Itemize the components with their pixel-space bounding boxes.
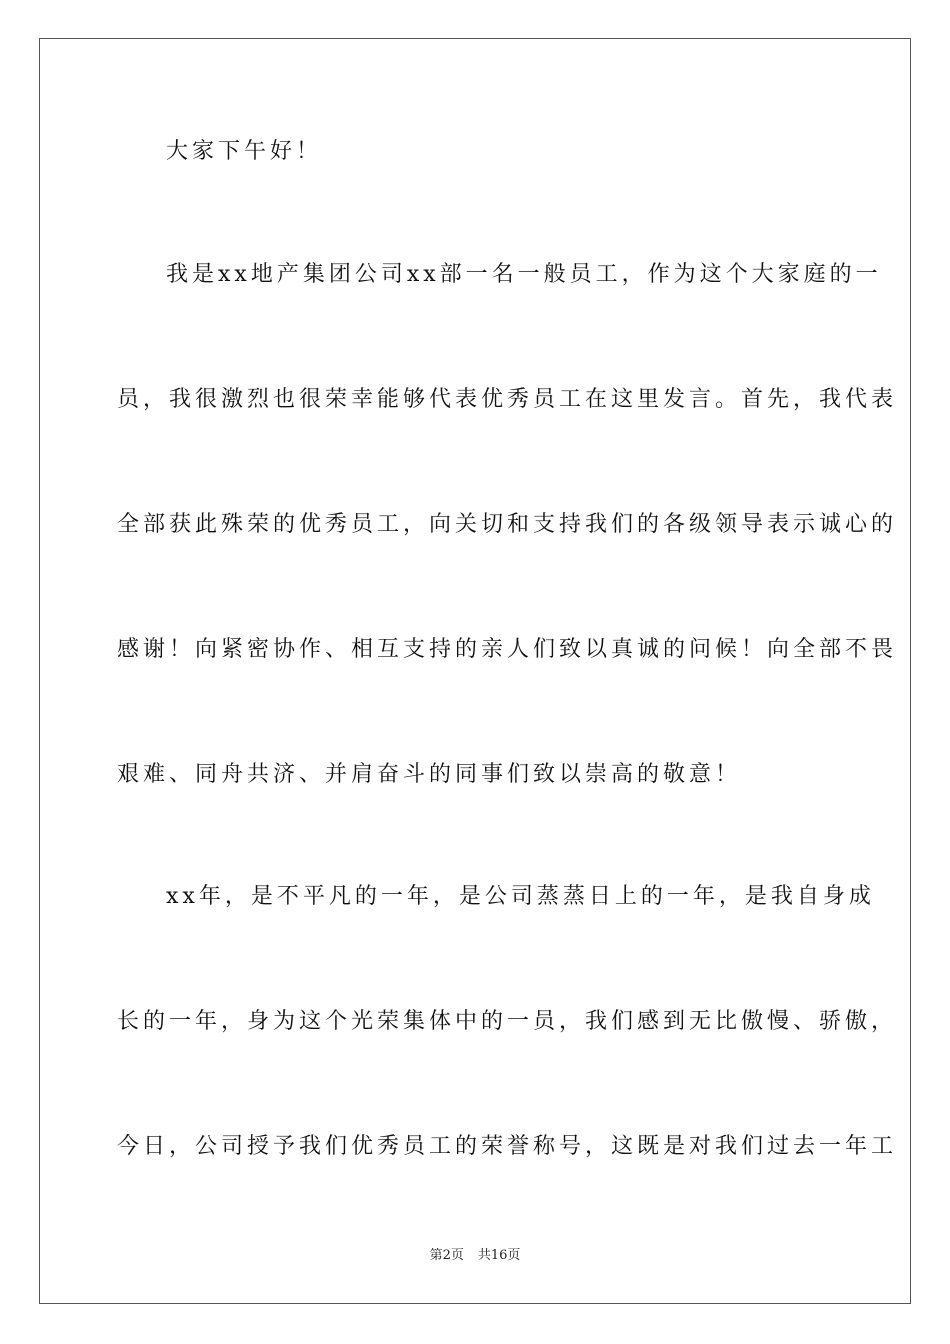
page-footer xyxy=(0,1247,950,1265)
paragraph-line: 全部获此殊荣的优秀员工，向关切和支持我们的各级领导表示诚心的 xyxy=(117,512,898,537)
paragraph-line: 感谢！向紧密协作、相互支持的亲人们致以真诚的问候！向全部不畏 xyxy=(117,637,898,662)
paragraph-line: 员，我很激烈也很荣幸能够代表优秀员工在这里发言。首先，我代表 xyxy=(117,387,898,412)
page-total: 共16页 xyxy=(477,1248,521,1263)
paragraph-line: 长的一年，身为这个光荣集体中的一员，我们感到无比傲慢、骄傲， xyxy=(117,1009,898,1034)
paragraph-line: 我是xx地产集团公司xx部一名一般员工，作为这个大家庭的一 xyxy=(166,262,882,287)
greeting-line: 大家下午好！ xyxy=(166,139,323,164)
paragraph-line: 今日，公司授予我们优秀员工的荣誉称号，这既是对我们过去一年工 xyxy=(117,1134,898,1159)
page-frame xyxy=(39,38,911,1304)
paragraph-line: xx年，是不平凡的一年，是公司蒸蒸日上的一年，是我自身成 xyxy=(166,884,875,909)
page-number: 第2页 xyxy=(429,1248,464,1263)
paragraph-line: 艰难、同舟共济、并肩奋斗的同事们致以崇高的敬意！ xyxy=(117,762,742,787)
